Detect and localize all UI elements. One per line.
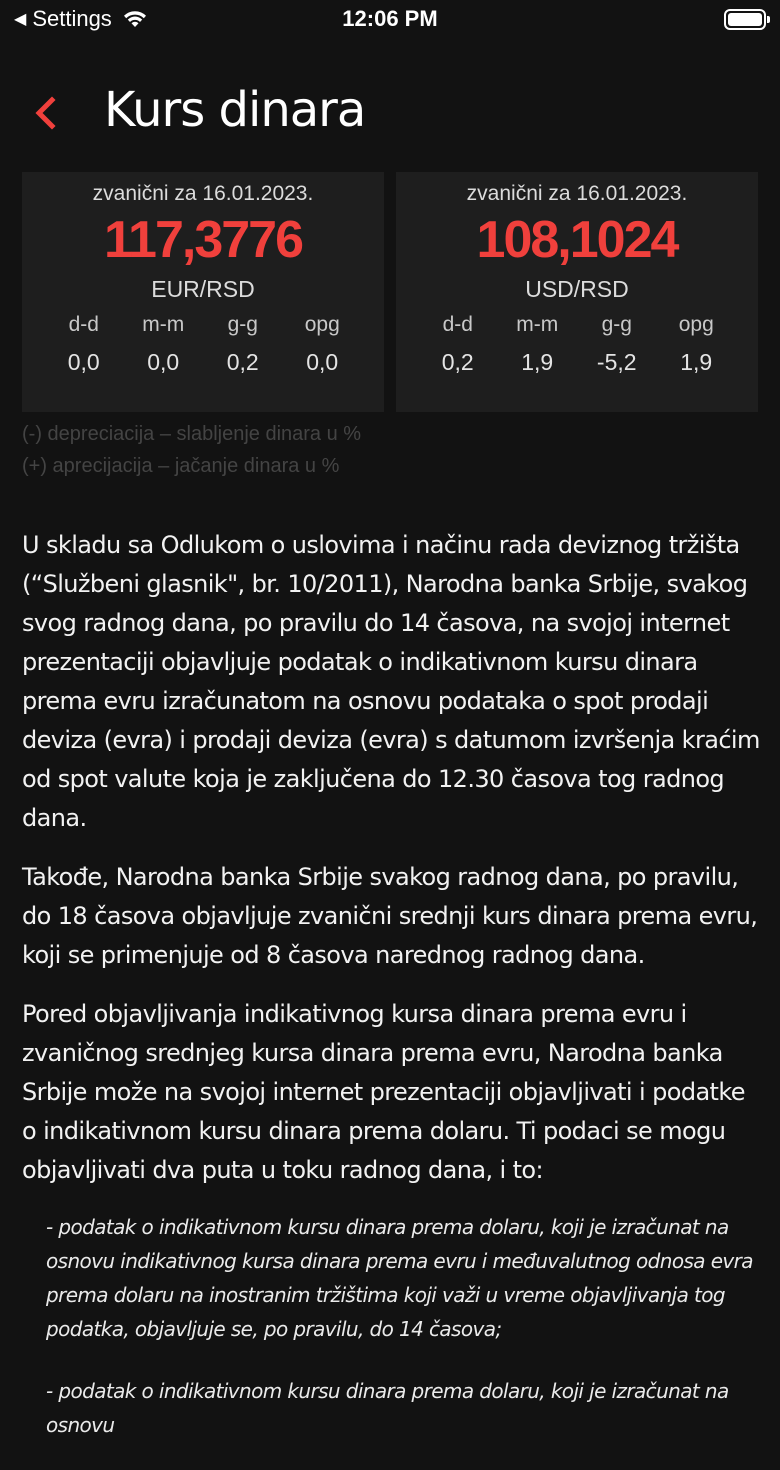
stat-label: opg [678, 313, 714, 336]
stat-opg [287, 313, 357, 376]
stat-mm [502, 313, 572, 376]
card-stats [396, 313, 758, 376]
stat-mm [128, 313, 198, 376]
legend-appreciation: (+) aprecijacija – jačanje dinara u % [22, 455, 340, 477]
stat-label: g-g [227, 313, 258, 336]
status-back-app-label: Settings [32, 6, 112, 31]
stat-value: 0,2 [226, 349, 259, 375]
status-bar [0, 0, 780, 40]
nav-header [0, 78, 780, 148]
paragraph: Takođe, Narodna banka Srbije svakog radnog dana, po pravilu, do 18 časova objavljuje zvanični srednji kurs dinara prema evru, koji se primenjuje od 8 časova narednog radnog dana. [22, 863, 758, 969]
stat-label: m-m [142, 313, 185, 336]
stat-value: 0,0 [147, 349, 180, 375]
battery-icon [724, 9, 766, 30]
stat-value: 0,0 [67, 349, 100, 375]
bullet-item: - podatak o indikativnom kursu dinara prema dolaru, koji je izračunat na osnovu [46, 1379, 729, 1437]
status-time: 12:06 PM [342, 6, 438, 31]
card-rate: 108,1024 [476, 211, 678, 269]
card-rate: 117,3776 [103, 211, 303, 269]
stat-value: 1,9 [521, 349, 554, 375]
stat-label: d-d [68, 313, 99, 336]
stat-gg [582, 313, 652, 376]
paragraph: Pored objavljivanja indikativnog kursa dinara prema evru i zvaničnog srednjeg kursa dinara prema evru, Narodna banka Srbije može na svojoj internet prezentaciji objavljivati i podatke o indikativnom kursu dinara prema dolaru. Ti podaci se mogu objavljivati dva puta u toku radnog dana, i to: [22, 1000, 745, 1184]
back-button[interactable] [28, 90, 68, 136]
info-content [22, 526, 762, 1470]
stat-opg [661, 313, 731, 376]
card-date: zvanični za 16.01.2023. [466, 182, 688, 205]
paragraph: U skladu sa Odlukom o uslovima i načinu rada deviznog tržišta (“Službeni glasnik", br. 10/2011), Narodna banka Srbije, svakog svog radnog dana, po pravilu do 14 časova, na svojoj internet prezentaciji objavljuje podatak o indikativnom kursu dinara prema evru izračunatom na osnovu podataka o spot prodaji deviza (evra) i prodaji deviza (evra) s datumom izvršenja kraćim od spot valute koja je zaključena do 12.30 časova tog radnog dana. [22, 531, 760, 832]
rate-card-eur [22, 172, 384, 412]
stat-value: 0,0 [306, 349, 339, 375]
stat-label: opg [304, 313, 340, 336]
stat-label: g-g [601, 313, 632, 336]
stat-gg [208, 313, 278, 376]
stat-value: -5,2 [596, 349, 637, 375]
legend-depreciation: (-) depreciacija – slabljenje dinara u % [22, 423, 362, 445]
card-pair: USD/RSD [525, 276, 629, 302]
rate-card-usd [396, 172, 758, 412]
card-pair: EUR/RSD [151, 276, 255, 302]
stat-value: 1,9 [680, 349, 713, 375]
chevron-left-icon [28, 90, 68, 136]
stat-label: d-d [442, 313, 473, 336]
legend [22, 418, 361, 482]
back-triangle-icon: ◀ [14, 11, 27, 28]
bullet-item: - podatak o indikativnom kursu dinara prema dolaru, koji je izračunat na osnovu indikativnog kursa dinara prema evru i međuvalutnog odnosa evra prema dolaru na inostranim tržištima koji važi u vreme objavljivanja tog podatka, objavljuje se, po pravilu, do 14 časova; [46, 1215, 753, 1341]
card-date: zvanični za 16.01.2023. [92, 182, 314, 205]
card-stats [22, 313, 384, 376]
stat-value: 0,2 [441, 349, 474, 375]
stat-dd [49, 313, 119, 376]
page-title: Kurs dinara [104, 82, 366, 138]
stat-label: m-m [516, 313, 559, 336]
stat-dd [423, 313, 493, 376]
